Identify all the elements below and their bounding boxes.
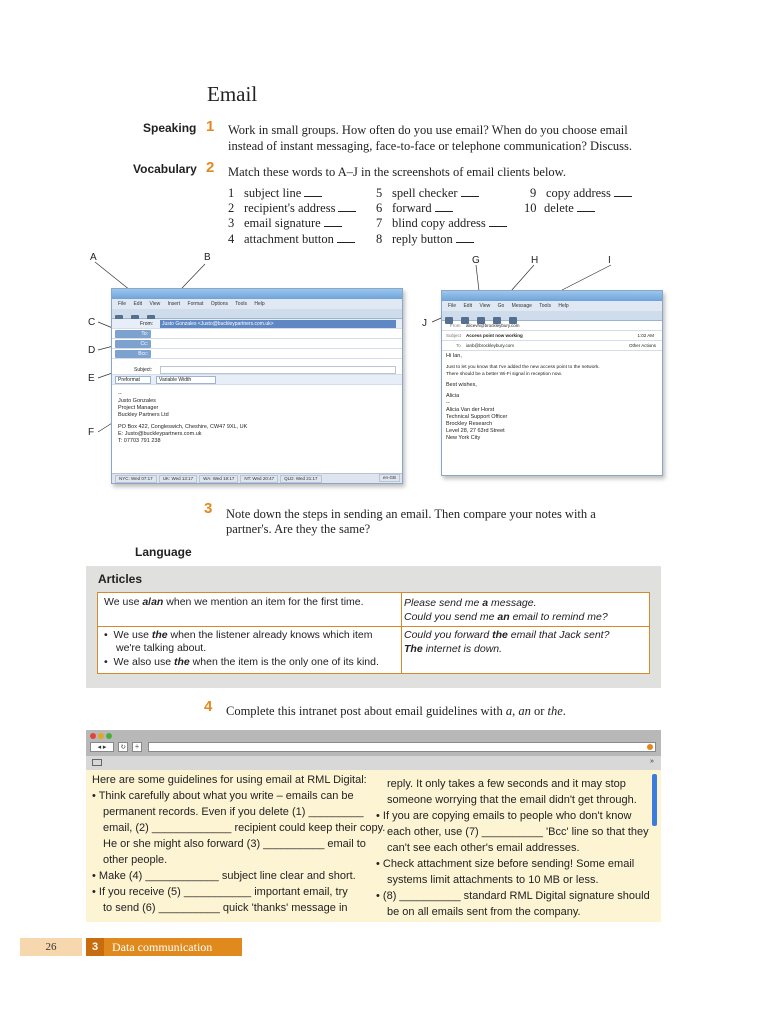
post-left-line: email, (2) _____________ recipient could keep their copy. bbox=[103, 822, 386, 834]
post-right-line: be on all emails sent from the company. bbox=[387, 906, 581, 918]
vocab-item: 3 email signature bbox=[228, 216, 342, 232]
letter-j: J bbox=[422, 318, 427, 329]
post-left-line: Here are some guidelines for using email at RML Digital: bbox=[92, 774, 367, 786]
articles-row1-right-2: Could you send me an email to remind me? bbox=[404, 611, 608, 623]
menu-bar bbox=[442, 301, 662, 311]
from-value: alicevh@brockleybury.com bbox=[466, 323, 520, 328]
articles-row1-right-1: Please send me a message. bbox=[404, 597, 537, 609]
maximize-icon[interactable] bbox=[106, 733, 112, 739]
post-left-line: permanent records. Even if you delete (1) _________ bbox=[103, 806, 364, 818]
window-titlebar bbox=[442, 291, 662, 301]
speaking-line-2: instead of instant messaging, face-to-face or telephone communication? Discuss. bbox=[228, 139, 633, 153]
menu-edit[interactable]: Edit bbox=[463, 303, 473, 309]
back-forward-icon[interactable]: ◂ ▸ bbox=[90, 742, 114, 752]
body-line: Best wishes, bbox=[446, 382, 477, 388]
menu-insert[interactable]: Insert bbox=[167, 301, 181, 307]
vocab-item: 4 attachment button bbox=[228, 232, 355, 248]
from-row bbox=[112, 319, 402, 329]
unit-band bbox=[86, 938, 242, 956]
preformat-select[interactable]: Preformat bbox=[115, 376, 151, 384]
exercise-number-2: 2 bbox=[206, 159, 215, 176]
letter-e: E bbox=[88, 373, 95, 384]
vocab-item: 7 blind copy address bbox=[376, 216, 507, 232]
status-item: WA: Wed 19:17 bbox=[199, 475, 238, 483]
post-right-line: reply. It only takes a few seconds and it may stop bbox=[387, 778, 626, 790]
vocab-item: 6 forward bbox=[376, 201, 453, 217]
cc-row bbox=[112, 339, 402, 349]
letter-h: H bbox=[531, 255, 539, 266]
body-line: New York City bbox=[446, 435, 481, 441]
subject-label: Subject bbox=[446, 333, 462, 338]
articles-row2-right-1: Could you forward the email that Jack sent? bbox=[404, 629, 610, 641]
email-compose-window bbox=[111, 288, 403, 484]
letter-d: D bbox=[88, 345, 96, 356]
post-left-line: to send (6) __________ quick 'thanks' message in bbox=[103, 902, 348, 914]
menu-tools[interactable]: Tools bbox=[235, 301, 247, 307]
subject-input[interactable] bbox=[160, 366, 396, 374]
step3-line-2: partner's. Are they the same? bbox=[226, 522, 371, 536]
status-bar bbox=[112, 473, 402, 483]
menu-go[interactable]: Go bbox=[497, 303, 505, 309]
menu-options[interactable]: Options bbox=[210, 301, 228, 307]
vocab-item: 1 subject line bbox=[228, 186, 322, 202]
post-right-line: • If you are copying emails to people who don't know bbox=[376, 810, 632, 822]
section-label-speaking: Speaking bbox=[143, 121, 197, 135]
status-item: en-GB bbox=[379, 474, 400, 482]
vocab-item: 8 reply button bbox=[376, 232, 474, 248]
speaking-line-1: Work in small groups. How often do you use email? When do you choose email bbox=[228, 123, 628, 137]
letter-g: G bbox=[472, 255, 480, 266]
post-right-line: each other, use (7) __________ 'Bcc' line so that they bbox=[387, 826, 649, 838]
body-line: Alicia bbox=[446, 393, 460, 399]
from-select[interactable]: Justo Gonzales <Justo@buckleypartners.com.uk> bbox=[160, 320, 396, 328]
letter-f: F bbox=[88, 427, 95, 438]
from-label: From bbox=[450, 323, 461, 328]
articles-table bbox=[97, 592, 650, 674]
reload-icon[interactable]: ↻ bbox=[118, 742, 128, 752]
overflow-icon[interactable]: » bbox=[650, 758, 654, 765]
menu-format[interactable]: Format bbox=[187, 301, 204, 307]
post-left-line: He or she might also forward (3) __________ email to bbox=[103, 838, 366, 850]
page-number: 26 bbox=[20, 938, 82, 956]
step3-line-1: Note down the steps in sending an email. Then compare your notes with a bbox=[226, 507, 596, 521]
letter-a: A bbox=[90, 252, 97, 263]
vocab-item: 10 delete bbox=[524, 201, 595, 217]
format-toolbar bbox=[112, 375, 402, 385]
vocab-item: 5 spell checker bbox=[376, 186, 479, 202]
post-right-line: systems limit attachments to 10 MB or less. bbox=[387, 874, 599, 886]
width-select[interactable]: Variable Width bbox=[156, 376, 216, 384]
status-item: NYC: Wed 07:17 bbox=[115, 475, 157, 483]
from-label: From: bbox=[140, 321, 154, 327]
body-line: Level 28, 27 63rd Street bbox=[446, 428, 505, 434]
post-left-line: • If you receive (5) ___________ important email, try bbox=[92, 886, 348, 898]
signature-line: Project Manager bbox=[118, 405, 159, 411]
address-bar[interactable] bbox=[148, 742, 656, 752]
post-left-line: other people. bbox=[103, 854, 168, 866]
letter-b: B bbox=[204, 252, 211, 263]
letter-i: I bbox=[608, 255, 611, 266]
unit-title: Data communication bbox=[112, 940, 213, 954]
unit-number: 3 bbox=[86, 938, 104, 956]
bcc-button[interactable]: Bcc: bbox=[115, 350, 151, 358]
subject-row bbox=[112, 365, 402, 375]
bcc-row bbox=[112, 349, 402, 359]
signature-line: -- bbox=[118, 391, 122, 397]
articles-row2-left-1: • We use the when the listener already knows which item bbox=[104, 629, 373, 641]
menu-help[interactable]: Help bbox=[558, 303, 569, 309]
post-left-line: • Make (4) ____________ subject line clear and short. bbox=[92, 870, 356, 882]
from-row bbox=[442, 321, 662, 331]
menu-help[interactable]: Help bbox=[254, 301, 265, 307]
menu-file[interactable]: File bbox=[118, 301, 127, 307]
letter-c: C bbox=[88, 317, 96, 328]
post-right-line: someone worrying that the email didn't get through. bbox=[387, 794, 637, 806]
bookmarks-bar bbox=[86, 756, 661, 770]
browser-window bbox=[86, 730, 661, 770]
exercise-number-4: 4 bbox=[204, 698, 213, 715]
articles-row2-left-3: • We also use the when the item is the only one of its kind. bbox=[104, 656, 379, 668]
menu-view[interactable]: View bbox=[149, 301, 161, 307]
to-row bbox=[112, 329, 402, 339]
menu-view[interactable]: View bbox=[479, 303, 491, 309]
post-right-line: can't see each other's email addresses. bbox=[387, 842, 580, 854]
menu-message[interactable]: Message bbox=[511, 303, 532, 309]
section-label-vocabulary: Vocabulary bbox=[133, 162, 197, 176]
close-icon[interactable] bbox=[90, 733, 96, 739]
rss-icon[interactable] bbox=[647, 744, 653, 750]
subject-label: Subject: bbox=[134, 367, 153, 373]
vocab-item: 2 recipient's address bbox=[228, 201, 356, 217]
message-body bbox=[442, 351, 662, 442]
signature-block bbox=[112, 385, 402, 445]
signature-line: Justo Gonzales bbox=[118, 398, 156, 404]
other-actions-button[interactable]: Other Actions bbox=[628, 343, 656, 348]
body-line: Technical Support Officer bbox=[446, 414, 508, 420]
bookmarks-icon[interactable] bbox=[92, 759, 102, 766]
body-line: Brockley Research bbox=[446, 421, 493, 427]
signature-line: T: 07703 791 238 bbox=[118, 438, 161, 444]
signature-line: E: Justo@buckleypartners.com.uk bbox=[118, 431, 202, 437]
vocabulary-instruction: Match these words to A–J in the screenshots of email clients below. bbox=[228, 165, 567, 179]
status-item: NT: Wed 20:47 bbox=[240, 475, 278, 483]
subject-value: Access point now working bbox=[466, 333, 523, 338]
status-item: QLD: Wed 21:17 bbox=[280, 475, 321, 483]
body-line: Hi Ian, bbox=[446, 353, 462, 359]
body-line: There should be a better Wi-Fi signal in reception now. bbox=[446, 372, 562, 377]
articles-title: Articles bbox=[98, 572, 143, 586]
subject-row bbox=[442, 331, 662, 341]
articles-row2-left-2: we're talking about. bbox=[116, 642, 207, 654]
to-button[interactable]: To: bbox=[115, 330, 151, 338]
time-value: 1:02 AM bbox=[637, 333, 654, 338]
new-tab-icon[interactable]: + bbox=[132, 742, 142, 752]
menu-file[interactable]: File bbox=[448, 303, 457, 309]
articles-row2-right-2: The internet is down. bbox=[404, 643, 503, 655]
cc-button[interactable]: Cc: bbox=[115, 340, 151, 348]
body-line: -- bbox=[446, 400, 450, 406]
to-label: To bbox=[456, 343, 461, 348]
articles-row1-left: We use a/an when we mention an item for the first time. bbox=[104, 596, 364, 608]
exercise-number-1: 1 bbox=[206, 118, 215, 135]
step4-instruction: Complete this intranet post about email guidelines with a, an or the. bbox=[226, 704, 566, 718]
exercise-number-3: 3 bbox=[204, 500, 213, 517]
to-row bbox=[442, 341, 662, 351]
signature-line: Buckley Partners Ltd bbox=[118, 412, 169, 418]
menu-bar bbox=[112, 299, 402, 309]
vocab-item: 9 copy address bbox=[530, 186, 632, 202]
scrollbar[interactable] bbox=[652, 774, 657, 826]
status-item: UK: Wed 13:17 bbox=[159, 475, 197, 483]
post-left-line: • Think carefully about what you write – emails can be bbox=[92, 790, 354, 802]
post-right-line: • Check attachment size before sending! Some email bbox=[376, 858, 635, 870]
page-title: Email bbox=[207, 82, 258, 106]
menu-tools[interactable]: Tools bbox=[539, 303, 551, 309]
toolbar bbox=[442, 311, 662, 321]
minimize-icon[interactable] bbox=[98, 733, 104, 739]
to-value: ianb@brockleybury.com bbox=[466, 343, 515, 348]
body-line: Alicia Van der Horst bbox=[446, 407, 495, 413]
post-right-line: • (8) __________ standard RML Digital signature should bbox=[376, 890, 650, 902]
signature-line: PO Box 422, Congleswich, Cheshire, CW47 9XL, UK bbox=[118, 424, 248, 430]
body-line: Just to let you know that I've added the new access point to the network. bbox=[446, 365, 600, 370]
window-titlebar bbox=[112, 289, 402, 299]
section-label-language: Language bbox=[135, 545, 192, 559]
menu-edit[interactable]: Edit bbox=[133, 301, 143, 307]
email-read-window bbox=[441, 290, 663, 476]
toolbar bbox=[112, 309, 402, 319]
